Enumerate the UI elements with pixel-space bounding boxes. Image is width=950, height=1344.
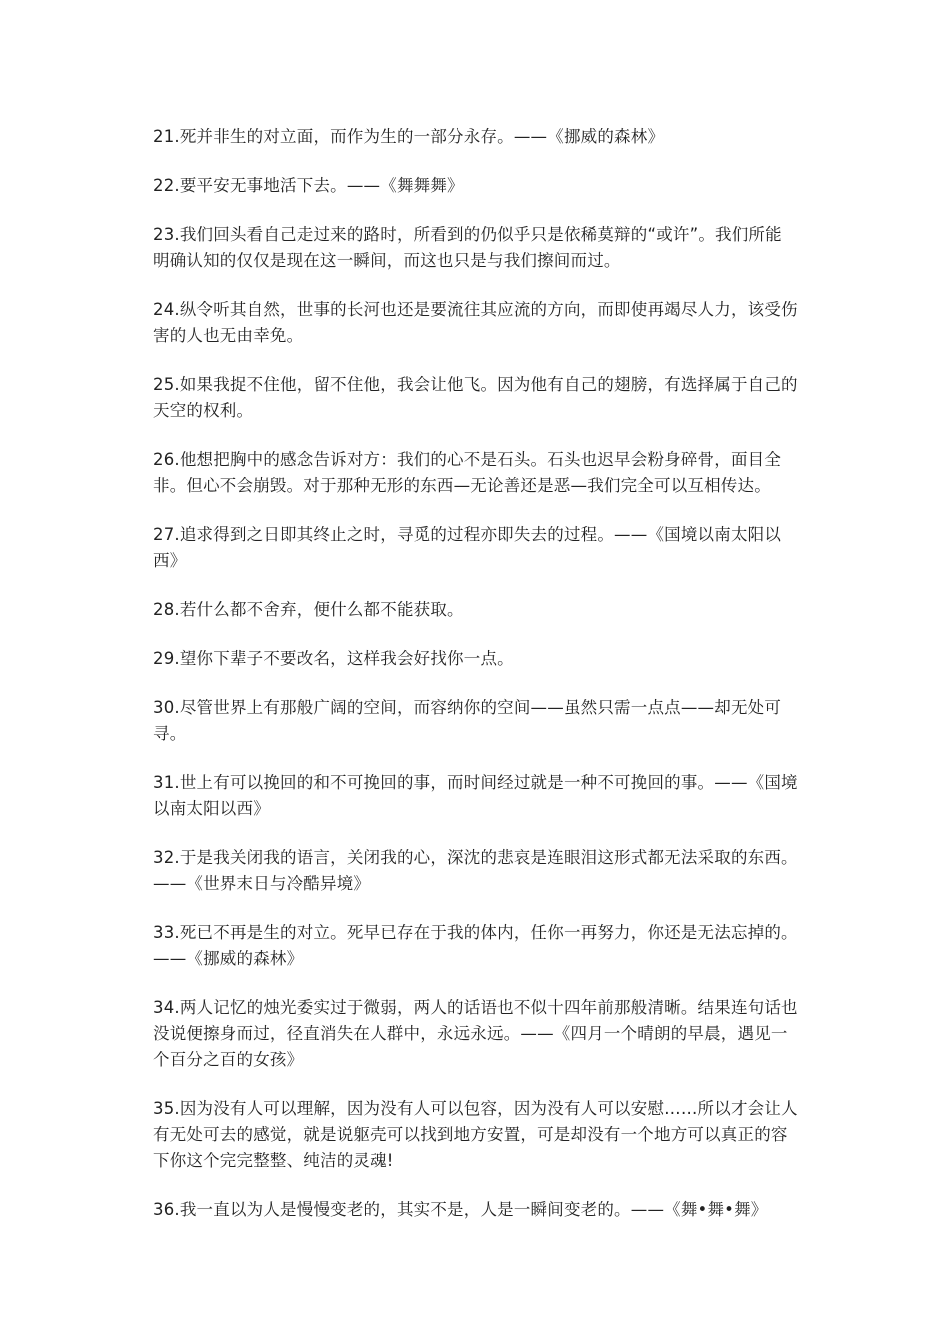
quote-29: 29.望你下辈子不要改名，这样我会好找你一点。 (153, 649, 514, 668)
quote-31: 31.世上有可以挽回的和不可挽回的事，而时间经过就是一种不可挽回的事。——《国境以南太阳以西》 (153, 773, 798, 818)
quote-32: 32.于是我关闭我的语言，关闭我的心，深沈的悲哀是连眼泪这形式都无法采取的东西。——《世界末日与冷酷异境》 (153, 848, 798, 893)
quote-27: 27.追求得到之日即其终止之时，寻觅的过程亦即失去的过程。——《国境以南太阳以西》 (153, 525, 782, 570)
quote-22: 22.要平安无事地活下去。——《舞舞舞》 (153, 176, 464, 195)
quote-36: 36.我一直以为人是慢慢变老的，其实不是，人是一瞬间变老的。——《舞•舞•舞》 (153, 1200, 768, 1219)
quote-25: 25.如果我捉不住他，留不住他，我会让他飞。因为他有自己的翅膀，有选择属于自己的天空的权利。 (153, 375, 798, 420)
quote-30: 30.尽管世界上有那般广阔的空间，而容纳你的空间——虽然只需一点点——却无处可寻。 (153, 698, 782, 743)
quote-21: 21.死并非生的对立面，而作为生的一部分永存。——《挪威的森林》 (153, 127, 665, 146)
quote-35: 35.因为没有人可以理解，因为没有人可以包容，因为没有人可以安慰……所以才会让人有无处可去的感觉，就是说躯壳可以找到地方安置，可是却没有一个地方可以真正的容下你这个完完整整、纯洁的灵魂! (153, 1099, 798, 1170)
quote-34: 34.两人记忆的烛光委实过于微弱，两人的话语也不似十四年前那般清晰。结果连句话也没说便擦身而过，径直消失在人群中，永远永远。——《四月一个晴朗的早晨，遇见一个百分之百的女孩》 (153, 998, 798, 1069)
quote-33: 33.死已不再是生的对立。死早已存在于我的体内，任你一再努力，你还是无法忘掉的。——《挪威的森林》 (153, 923, 798, 968)
quote-28: 28.若什么都不舍弃，便什么都不能获取。 (153, 600, 464, 619)
quote-list (153, 124, 798, 1246)
quote-24: 24.纵令听其自然，世事的长河也还是要流往其应流的方向，而即使再竭尽人力，该受伤害的人也无由幸免。 (153, 300, 798, 345)
quote-26: 26.他想把胸中的感念告诉对方：我们的心不是石头。石头也迟早会粉身碎骨，面目全非。但心不会崩毁。对于那种无形的东西—无论善还是恶—我们完全可以互相传达。 (153, 450, 782, 495)
quote-23: 23.我们回头看自己走过来的路时，所看到的仍似乎只是依稀莫辩的“或许”。我们所能明确认知的仅仅是现在这一瞬间，而这也只是与我们擦间而过。 (153, 225, 782, 270)
